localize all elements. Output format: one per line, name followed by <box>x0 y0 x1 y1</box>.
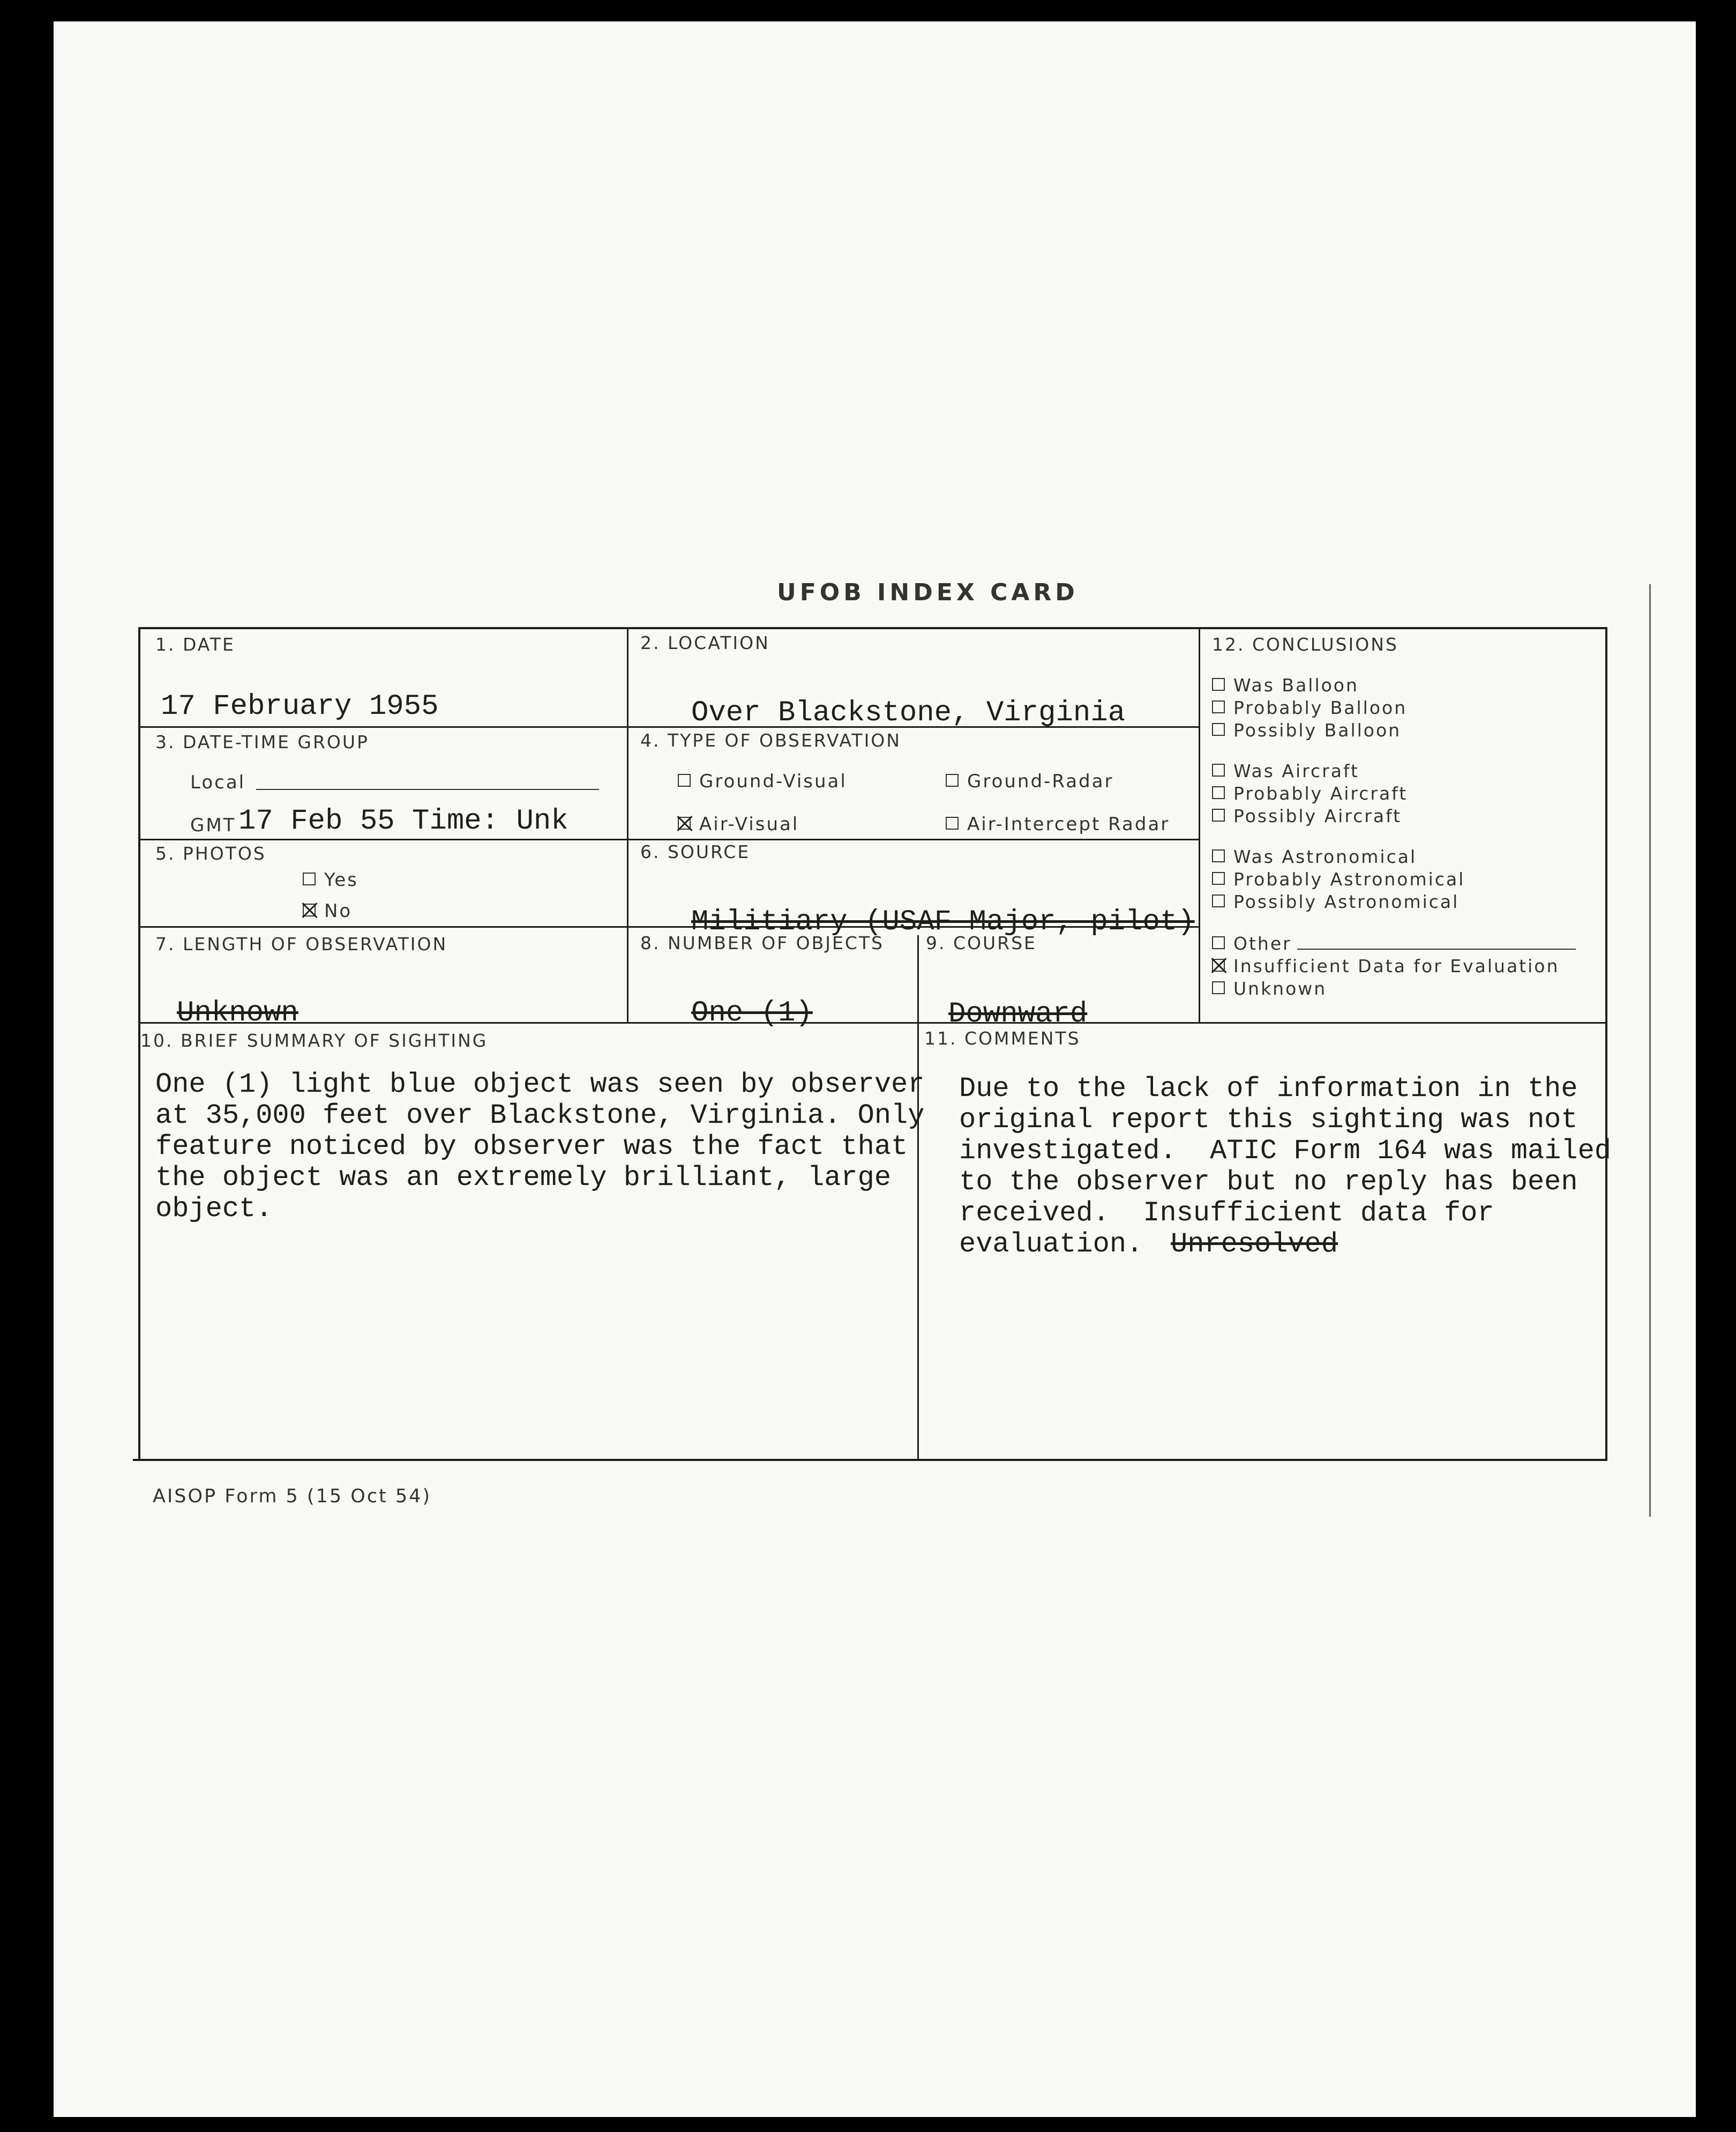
photos-label: 5. PHOTOS <box>155 843 266 864</box>
location-value: Over Blackstone, Virginia <box>691 697 1126 729</box>
type-of-observation-label: 4. TYPE OF OBSERVATION <box>640 730 901 751</box>
unknown-checkbox[interactable] <box>1212 981 1225 994</box>
other-checkbox[interactable] <box>1212 936 1225 949</box>
comments-struck-text: Unresolved <box>1171 1228 1338 1260</box>
conclusion-checkbox[interactable] <box>1212 894 1225 907</box>
length-of-observation-value: Unknown <box>177 997 298 1030</box>
local-label: Local <box>190 772 246 793</box>
conclusions-group-balloon <box>1212 674 1407 742</box>
air-visual-checkbox[interactable] <box>678 817 691 830</box>
conclusion-option[interactable]: Probably Aircraft <box>1212 782 1408 805</box>
option-air-visual[interactable]: Air-Visual <box>678 814 799 835</box>
form-number: AISOP Form 5 (15 Oct 54) <box>153 1486 432 1507</box>
photos-no-checkbox[interactable] <box>303 904 316 916</box>
conclusion-option-other[interactable]: Other <box>1212 933 1576 955</box>
conclusion-option-unknown[interactable]: Unknown <box>1212 978 1576 1000</box>
conclusion-option[interactable]: Probably Balloon <box>1212 697 1407 719</box>
conclusion-checkbox[interactable] <box>1212 764 1225 777</box>
conclusion-option-insufficient-data[interactable]: Insufficient Data for Evaluation <box>1212 955 1576 978</box>
course-value: Downward <box>948 998 1088 1031</box>
location-label: 2. LOCATION <box>640 632 770 653</box>
conclusion-option[interactable]: Was Balloon <box>1212 674 1407 697</box>
date-label: 1. DATE <box>155 634 235 655</box>
gmt-label: GMT <box>190 815 236 836</box>
insufficient-data-checkbox[interactable] <box>1212 959 1225 972</box>
source-value: Militiary (USAF Major, pilot) <box>691 906 1195 938</box>
option-air-intercept-radar[interactable]: Air-Intercept Radar <box>946 814 1170 835</box>
ground-visual-checkbox[interactable] <box>678 774 691 787</box>
option-photos-no[interactable]: No <box>303 900 352 922</box>
comments-text: Due to the lack of information in the original report this sighting was not investigated. ATIC Form 164 was mailed to the observer but no reply has been received. Insufficient data for evaluation. <box>959 1073 1611 1260</box>
conclusion-checkbox[interactable] <box>1212 700 1225 713</box>
conclusions-label: 12. CONCLUSIONS <box>1212 634 1398 655</box>
summary-text: One (1) light blue object was seen by observer at 35,000 feet over Blackstone, Virginia. Only feature noticed by observer was the fact that the object was an extremely brilliant, large object. <box>155 1069 925 1225</box>
conclusion-option[interactable]: Possibly Aircraft <box>1212 805 1408 828</box>
card-title: UFOB INDEX CARD <box>777 579 1079 606</box>
date-value: 17 February 1955 <box>161 690 439 723</box>
other-fill-line <box>1297 949 1576 950</box>
conclusion-option[interactable]: Possibly Balloon <box>1212 719 1407 742</box>
summary-label: 10. BRIEF SUMMARY OF SIGHTING <box>140 1030 488 1051</box>
conclusion-checkbox[interactable] <box>1212 809 1225 822</box>
conclusion-checkbox[interactable] <box>1212 872 1225 885</box>
option-photos-yes[interactable]: Yes <box>303 869 358 891</box>
conclusion-option[interactable]: Was Aircraft <box>1212 760 1408 782</box>
conclusion-option[interactable]: Was Astronomical <box>1212 846 1465 868</box>
conclusion-option[interactable]: Probably Astronomical <box>1212 868 1465 891</box>
conclusions-group-astronomical <box>1212 846 1465 913</box>
photos-yes-checkbox[interactable] <box>303 873 316 885</box>
conclusion-checkbox[interactable] <box>1212 723 1225 736</box>
conclusion-option[interactable]: Possibly Astronomical <box>1212 891 1465 913</box>
air-intercept-radar-checkbox[interactable] <box>946 817 959 830</box>
conclusion-checkbox[interactable] <box>1212 678 1225 691</box>
comments-label: 11. COMMENTS <box>924 1028 1081 1049</box>
conclusion-checkbox[interactable] <box>1212 786 1225 799</box>
local-fill-line <box>256 789 599 790</box>
option-ground-visual[interactable]: Ground-Visual <box>678 771 847 792</box>
ground-radar-checkbox[interactable] <box>946 774 959 787</box>
number-of-objects-value: One (1) <box>691 997 813 1030</box>
number-of-objects-label: 8. NUMBER OF OBJECTS <box>640 933 884 953</box>
conclusions-group-aircraft <box>1212 760 1408 828</box>
course-label: 9. COURSE <box>926 933 1037 953</box>
conclusion-checkbox[interactable] <box>1212 849 1225 862</box>
conclusions-group-other <box>1212 933 1576 1000</box>
gmt-value: 17 Feb 55 Time: Unk <box>238 805 568 838</box>
date-time-group-label: 3. DATE-TIME GROUP <box>155 732 369 752</box>
source-label: 6. SOURCE <box>640 841 751 862</box>
option-ground-radar[interactable]: Ground-Radar <box>946 771 1113 792</box>
length-of-observation-label: 7. LENGTH OF OBSERVATION <box>155 934 448 955</box>
